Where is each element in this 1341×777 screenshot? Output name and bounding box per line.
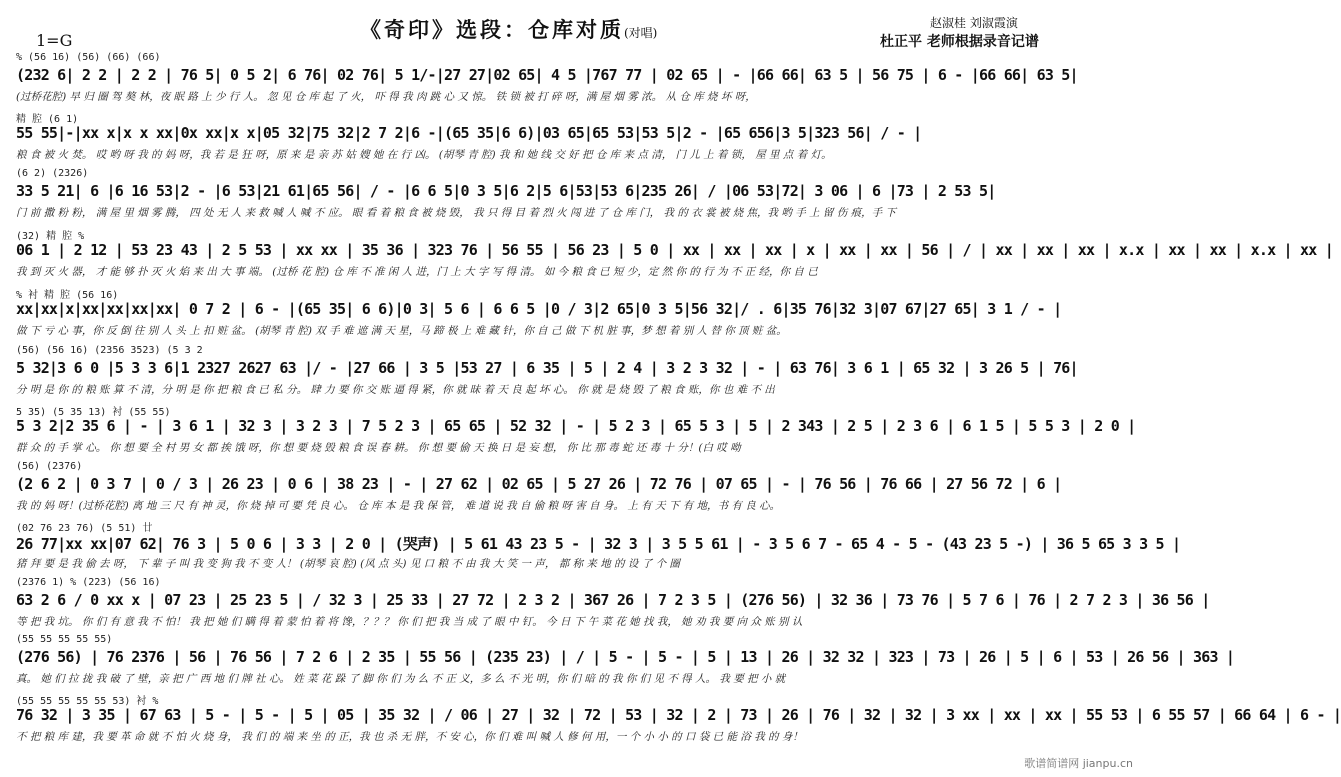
row-annotations: (56) (2376)	[16, 461, 83, 472]
row-lyrics: 做 下 亏 心 事，你 反 倒 往 别 人 头 上 扣 赃 盆。 (胡琴 青 腔) 双 手 难 遮 满 天 星，马 蹄 极 上 难 藏 针，你 自 己 做 下 机 脏 事，梦 想 着 别 人 替 你 顶 赃 盆。	[16, 325, 787, 337]
row-notation: 5 3 2|2 35 6 | - | 3 6 1 | 32 3 | 3 2 3 | 7 5 2 3 | 65 65 | 52 32 | - | 5 2 3 | 65 5 3 | 5 | 2 343 | 2 5 | 2 3 6 | 6 1 5 | 5 5 3 | 2 0 |	[16, 417, 1136, 435]
row-notation: xx|xx|x|xx|xx|xx|xx| 0 7 2 | 6 - |(65 35| 6 6)|0 3| 5 6 | 6 6 5 |0 / 3|2 65|0 3 5|56 32|/ . 6|35 76|32 3|07 67|27 65| 3 1 / - |	[16, 300, 1062, 318]
row-annotations: % (56 16) (56) (66) (66)	[16, 52, 161, 63]
row-lyrics: 不 把 粮 库 建，我 要 革 命 就 不 怕 火 烧 身， 我 们 的 端 来 坐 的 正，我 也 杀 无 胖，不 安 心，你 们 难 叫 喊 人 修 何 用，一 个 小 小 的 口 袋 已 能 浴 我 的 身！	[16, 731, 803, 743]
row-lyrics: 我 的 妈 呀！(过桥花腔) 离 地 三 尺 有 神 灵，你 烧 掉 可 要 凭 良 心。 仓 库 本 是 我 保 管， 难 道 说 我 自 偷 粮 呀 害 自 身。 上 有 天 下 有 地，书 有 良 心。	[16, 500, 781, 512]
row-notation: 5 32|3 6 0 |5 3 3 6|1 2327 2627 63 |/ - |27 66 | 3 5 |53 27 | 6 35 | 5 | 2 4 | 3 2 3 32 | - | 63 76| 3 6 1 | 65 32 | 3 26 5 | 76|	[16, 359, 1078, 377]
row-annotations: 5 35) (5 35 13) 衬 (55 55)	[16, 407, 171, 418]
site-watermark: 歌谱简谱网 jianpu.cn	[1024, 757, 1133, 770]
row-annotations: (02 76 23 76) (5 51) 廿	[16, 523, 153, 534]
row-notation: (2 6 2 | 0 3 7 | 0 / 3 | 26 23 | 0 6 | 38 23 | - | 27 62 | 02 65 | 5 27 26 | 72 76 | 07 65 | - | 76 56 | 76 66 | 27 56 72 | 6 |	[16, 475, 1062, 493]
row-notation: 63 2 6 / 0 xx x | 07 23 | 25 23 5 | / 32 3 | 25 33 | 27 72 | 2 3 2 | 367 26 | 7 2 3 5 | (276 56) | 32 36 | 73 76 | 5 7 6 | 76 | 2 7 2 3 | 36 56 |	[16, 591, 1210, 609]
row-notation: (232 6| 2 2 | 2 2 | 76 5| 0 5 2| 6 76| 02 76| 5 1/-|27 27|02 65| 4 5 |767 77 | 02 65 | - |66 66| 63 5 | 56 75 | 6 - |66 66| 63 5|	[16, 66, 1078, 84]
row-annotations: (2376 1) % (223) (56 16)	[16, 577, 161, 588]
row-annotations: (6 2) (2326)	[16, 168, 89, 179]
score-title	[360, 14, 657, 44]
row-annotations: (32) 精 腔 %	[16, 231, 85, 242]
row-annotations: (55 55 55 55 55 53) 衬 %	[16, 696, 159, 707]
row-annotations: % 衬 精 腔 (56 16)	[16, 290, 119, 301]
row-lyrics: 猪 拜 要 是 我 偷 去 呀， 下 辈 子 叫 我 变 狗 我 不 变 人！ (胡琴 哀 腔) (风 点 头) 见 口 粮 不 由 我 大 笑 一 声， 都 称 来 地 的 设 了 个 圈	[16, 558, 680, 570]
row-annotations: (56) (56 16) (2356 3523) (5 3 2	[16, 345, 203, 356]
row-notation: 76 32 | 3 35 | 67 63 | 5 - | 5 - | 5 | 05 | 35 32 | / 06 | 27 | 32 | 72 | 53 | 32 | 2 | 73 | 26 | 76 | 32 | 32 | 3 xx | xx | xx | 55 53 | 6 55 57 | 66 64 | 6 - |	[16, 706, 1341, 724]
row-lyrics: 等 把 我 坑。 你 们 有 意 我 不 怕！ 我 把 她 们 瞒 得 着 蒙 怕 着 将 馋，？？？ 你 们 把 我 当 成 了 眼 中 钉。 今 日 下 午 菜 花 她 找 我， 她 劝 我 要 向 众 账 别 认	[16, 616, 803, 628]
transcriber-credit: 杜正平 老师根据录音记谱	[880, 34, 1039, 50]
row-notation: 55 55|-|xx x|x x xx|0x xx|x x|05 32|75 32|2 7 2|6 -|(65 35|6 6)|03 65|65 53|53 5|2 - |65 656|3 5|323 56| / - |	[16, 124, 922, 142]
title-note: (对唱)	[624, 26, 658, 40]
row-lyrics: 我 到 灭 火 器， 才 能 够 扑 灭 火 焰 来 出 大 事 端。 (过桥 花 腔) 仓 库 不 准 闲 人 进，门 上 大 字 写 得 清。 如 今 粮 食 已 短 少，定 然 你 的 行 为 不 正 经，你 自 已	[16, 266, 818, 278]
row-annotations: (55 55 55 55 55)	[16, 634, 113, 645]
row-lyrics: (过桥花腔) 早 归 圈 驾 獒 林，夜 眠 路 上 少 行 人。 忽 见 仓 库 起 了 火， 吓 得 我 肉 跳 心 又 惊。 铁 锁 被 打 碎 呀，满 屋 烟 雾 浓。 从 仓 库 烧 坏 呀，	[16, 91, 756, 103]
performers-credit: 赵淑桂 刘淑霞演	[930, 16, 1018, 30]
row-notation: 33 5 21| 6 |6 16 53|2 - |6 53|21 61|65 56| / - |6 6 5|0 3 5|6 2|5 6|53|53 6|235 26| / |06 53|72| 3 06 | 6 |73 | 2 53 5|	[16, 182, 996, 200]
title-text: 《奇印》选段：仓库对质	[360, 17, 624, 42]
row-annotations: 精 腔 (6 1)	[16, 114, 79, 125]
row-lyrics: 群 众 的 手 掌 心。 你 想 要 全 村 男 女 都 挨 饿 呀，你 想 要 烧 毁 粮 食 误 春 耕。 你 想 要 偷 天 换 日 是 妄 想， 你 比 那 毒 蛇 还 毒 十 分！(白 哎 呦	[16, 442, 741, 454]
row-lyrics: 粮 食 被 火 焚。 哎 哟 呀 我 的 妈 呀，我 若 是 狂 呀，原 来 是 亲 苏 姑 嫂 她 在 行 凶。 (胡琴 青 腔) 我 和 她 线 交 好 把 仓 库 来 点 清， 门 儿 上 着 锁， 屋 里 点 着 灯。	[16, 149, 832, 161]
key-signature: 1=G	[36, 31, 73, 50]
row-lyrics: 分 明 是 你 的 粮 账 算 不 清，分 明 是 你 把 粮 食 已 私 分。 肆 力 要 你 交 账 逼 得 紧，你 就 昧 着 天 良 起 坏 心。 你 就 是 烧 毁 了 粮 食 账，你 也 难 不 出	[16, 384, 775, 396]
row-notation: 26 77|xx xx|07 62| 76 3 | 5 0 6 | 3 3 | 2 0 | (哭声) | 5 61 43 23 5 - | 32 3 | 3 5 5 61 | - 3 5 6 7 - 65 4 - 5 - (43 23 5 -) | 36 5 65 3 3 5 |	[16, 535, 1181, 553]
row-lyrics: 门 前 撒 粉 粉， 满 屋 里 烟 雾 腾， 四 处 无 人 来 救 喊 人 喊 不 应。 眼 看 着 粮 食 被 烧 毁， 我 只 得 目 着 烈 火 闯 进 了 仓 库 门， 我 的 衣 裳 被 烧 焦，我 哟 手 上 留 伤 痕，手 下	[16, 207, 896, 219]
row-notation: 06 1 | 2 12 | 53 23 43 | 2 5 53 | xx xx | 35 36 | 323 76 | 56 55 | 56 23 | 5 0 | xx | xx | xx | x | xx | xx | 56 | / | xx | xx | xx | x.x | xx | xx | x.x | xx |	[16, 241, 1333, 259]
row-lyrics: 真。 她 们 拉 拢 我 破 了 壁，亲 把 广 西 地 们 牌 社 心。 姓 菜 花 跺 了 脚 你 们 为 么 不 正 义，多 么 不 光 明，你 们 暗 的 我 你 们 见 不 得 人。 我 要 把 小 就	[16, 673, 786, 685]
row-notation: (276 56) | 76 2376 | 56 | 76 56 | 7 2 6 | 2 35 | 55 56 | (235 23) | / | 5 - | 5 - | 5 | 13 | 26 | 32 32 | 323 | 73 | 26 | 5 | 6 | 53 | 26 56 | 363 |	[16, 648, 1235, 666]
